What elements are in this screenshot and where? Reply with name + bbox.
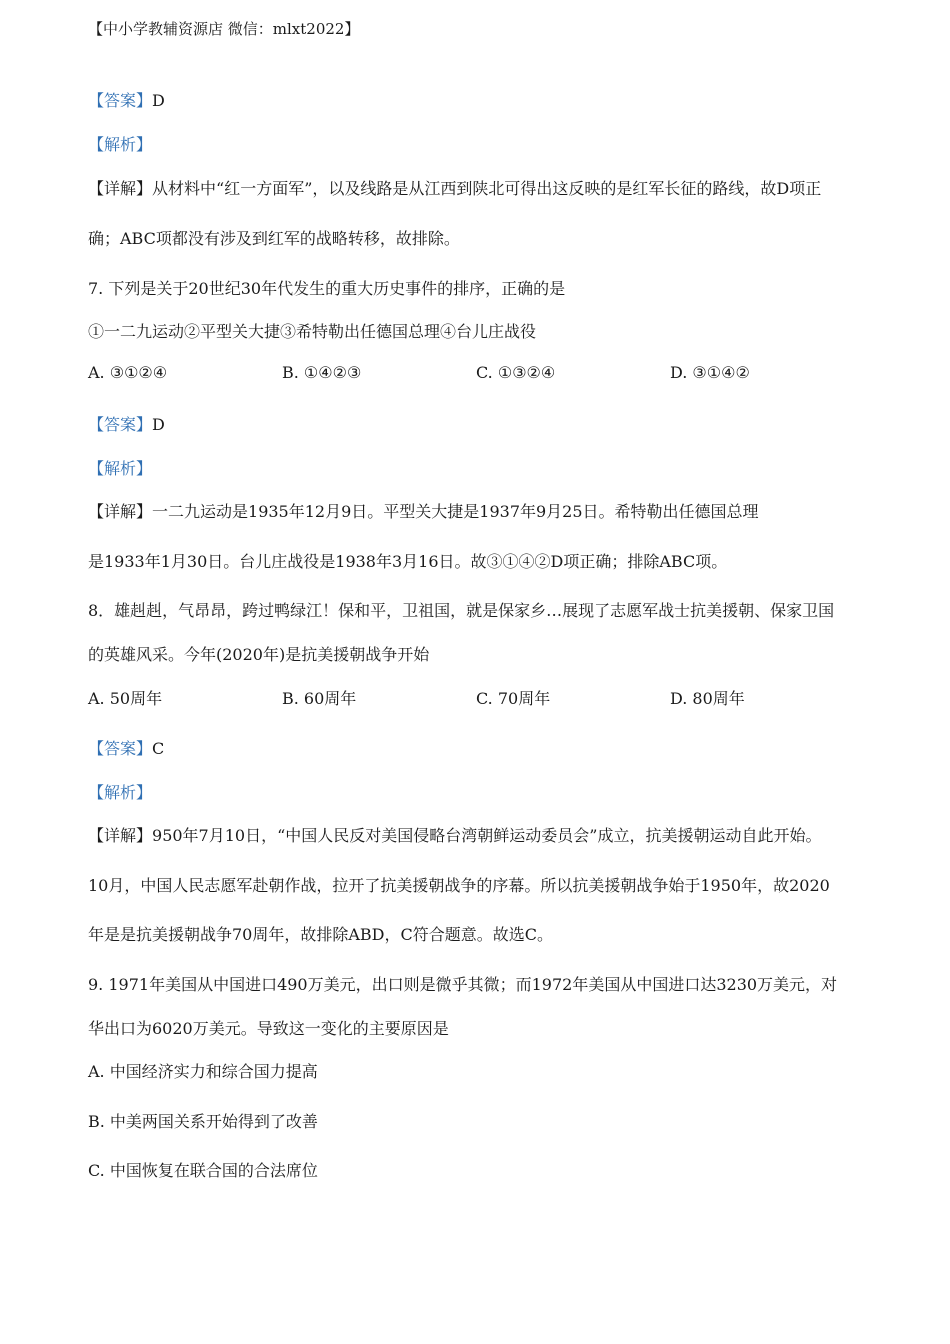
q7-answer: D bbox=[152, 415, 165, 434]
q8-stem-1: 8．雄赳赳，气昂昂，跨过鸭绿江！保和平，卫祖国，就是保家乡…展现了志愿军战士抗美援朝、保家卫国 bbox=[88, 601, 835, 620]
q9-stem-1: 9. 1971年美国从中国进口490万美元，出口则是微乎其微；而1972年美国从中国进口达3230万美元，对 bbox=[88, 975, 838, 994]
q6-analysis-label: 【解析】 bbox=[88, 135, 153, 154]
detail-label: 【详解】 bbox=[88, 826, 153, 845]
q8-option-d: D. 80周年 bbox=[670, 689, 745, 708]
q6-answer: D bbox=[152, 91, 165, 110]
q8-detail-2: 10月，中国人民志愿军赴朝作战，拉开了抗美援朝战争的序幕。所以抗美援朝战争始于1950年，故2020 bbox=[88, 876, 830, 895]
q7-detail-2: 是1933年1月30日。台儿庄战役是1938年3月16日。故③①④②D项正确；排除ABC项。 bbox=[88, 552, 728, 571]
answer-label: 【答案】 bbox=[88, 739, 153, 758]
detail-label: 【详解】 bbox=[88, 179, 153, 198]
q6-detail-2: 确；ABC项都没有涉及到红军的战略转移，故排除。 bbox=[88, 229, 460, 248]
q6-detail-1: 从材料中“红一方面军”，以及线路是从江西到陕北可得出这反映的是红军长征的路线，故D项正 bbox=[152, 179, 822, 198]
q7-items: ①一二九运动②平型关大捷③希特勒出任德国总理④台儿庄战役 bbox=[88, 322, 537, 341]
q9-stem-2: 华出口为6020万美元。导致这一变化的主要原因是 bbox=[88, 1019, 449, 1038]
detail-label: 【详解】 bbox=[88, 502, 153, 521]
page-header: 【中小学教辅资源店 微信：mlxt2022】 bbox=[88, 20, 360, 38]
q7-option-d: D. ③①④② bbox=[670, 363, 750, 382]
q8-detail-1: 950年7月10日，“中国人民反对美国侵略台湾朝鲜运动委员会”成立，抗美援朝运动自此开始。 bbox=[152, 826, 822, 845]
q8-analysis-label: 【解析】 bbox=[88, 783, 153, 802]
answer-label: 【答案】 bbox=[88, 91, 153, 110]
q8-answer: C bbox=[152, 739, 165, 758]
q7-option-b: B. ①④②③ bbox=[282, 363, 362, 382]
q8-detail-3: 年是是抗美援朝战争70周年，故排除ABD，C符合题意。故选C。 bbox=[88, 925, 553, 944]
answer-label: 【答案】 bbox=[88, 415, 153, 434]
q6-detail-line-1 bbox=[88, 176, 821, 199]
q7-analysis-label: 【解析】 bbox=[88, 459, 153, 478]
q8-answer-line bbox=[88, 736, 164, 759]
q7-stem: 7. 下列是关于20世纪30年代发生的重大历史事件的排序，正确的是 bbox=[88, 279, 566, 298]
q7-detail-line-1 bbox=[88, 499, 759, 522]
q9-option-b: B. 中美两国关系开始得到了改善 bbox=[88, 1112, 318, 1131]
q7-option-a: A. ③①②④ bbox=[88, 363, 168, 382]
q8-option-b: B. 60周年 bbox=[282, 689, 357, 708]
q7-detail-1: 一二九运动是1935年12月9日。平型关大捷是1937年9月25日。希特勒出任德国总理 bbox=[152, 502, 759, 521]
q9-option-a: A. 中国经济实力和综合国力提高 bbox=[88, 1062, 318, 1081]
q8-option-c: C. 70周年 bbox=[476, 689, 551, 708]
q9-option-c: C. 中国恢复在联合国的合法席位 bbox=[88, 1161, 318, 1180]
q7-answer-line bbox=[88, 412, 165, 435]
q6-answer-line bbox=[88, 88, 165, 111]
q8-detail-line-1 bbox=[88, 823, 821, 846]
q7-option-c: C. ①③②④ bbox=[476, 363, 556, 382]
q8-stem-2: 的英雄风采。今年(2020年)是抗美援朝战争开始 bbox=[88, 645, 430, 664]
q8-option-a: A. 50周年 bbox=[88, 689, 163, 708]
